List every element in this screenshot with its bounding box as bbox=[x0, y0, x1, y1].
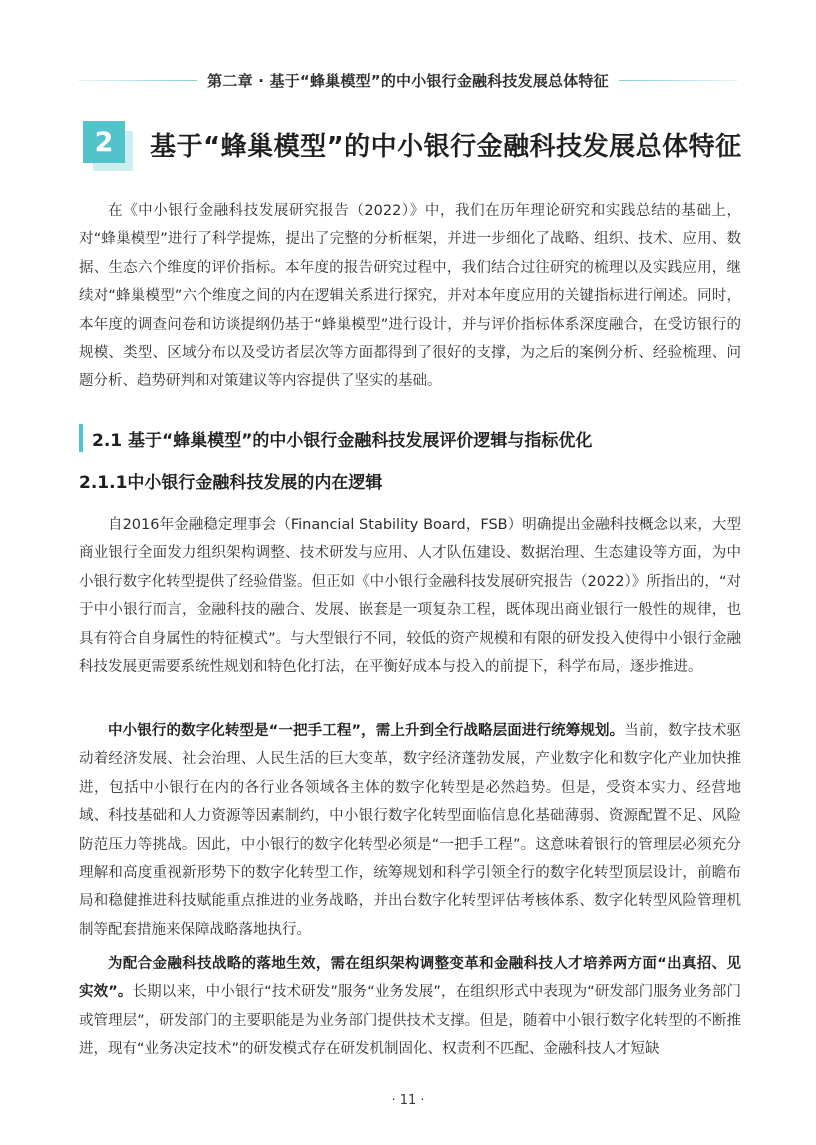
paragraph-2-lead: 中小银行的数字化转型是“一把手工程”，需上升到全行战略层面进行统筹规划。 bbox=[108, 723, 625, 739]
page-number: · 11 · bbox=[391, 1093, 425, 1108]
header-rule-left bbox=[78, 80, 197, 81]
running-header bbox=[78, 68, 738, 92]
running-header-title: 第二章 · 基于“蜂巢模型”的中小银行金融科技发展总体特征 bbox=[207, 71, 609, 90]
section-heading bbox=[79, 424, 592, 452]
body-paragraph-2 bbox=[79, 717, 741, 944]
section-accent-bar bbox=[79, 424, 83, 452]
body-paragraph-3 bbox=[79, 950, 741, 1064]
chapter-number-badge bbox=[83, 121, 133, 171]
paragraph-2-text: 当前，数字技术驱动着经济发展、社会治理、人民生活的巨大变革，数字经济蓬勃发展，产业数字化和数字化产业加快推进，包括中小银行在内的各行业各领域各主体的数字化转型是必然趋势。但是，受资本实力、经营地域、科技基础和人力资源等因素制约，中小银行数字化转型面临信息化基础薄弱、资源配置不足、风险防范压力等挑战。因此，中小银行的数字化转型必须是“一把手工程”。这意味着银行的管理层必须充分理解和高度重视新形势下的数字化转型工作，统筹规划和科学引领全行的数字化转型顶层设计，前瞻布局和稳健推进科技赋能重点推进的业务战略，并出台数字化转型评估考核体系、数字化转型风险管理机制等配套措施来保障战略落地执行。 bbox=[79, 723, 742, 938]
paragraph-3-text: 长期以来，中小银行“技术研发”服务“业务发展”，在组织形式中表现为“研发部门服务业务部门或管理层”，研发部门的主要职能是为业务部门提供技术支撑。但是，随着中小银行数字化转型的不断推进，现有“业务决定技术”的研发模式存在研发机制固化、权责利不匹配、金融科技人才短缺 bbox=[79, 984, 742, 1058]
body-paragraph-1: 自2016年金融稳定理事会（Financial Stability Board，FSB）明确提出金融科技概念以来，大型商业银行全面发力组织架构调整、技术研发与应用、人才队伍建设、数据治理、生态建设等方面，为中小银行数字化转型提供了经验借鉴。但正如《中小银行金融科技发展研究报告（2022）》所指出的，“对于中小银行而言，金融科技的融合、发展、嵌套是一项复杂工程，既体现出商业银行一般性的规律，也具有符合自身属性的特征模式”。与大型银行不同，较低的资产规模和有限的研发投入使得中小银行金融科技发展更需要系统性规划和特色化打法，在平衡好成本与投入的前提下，科学布局，逐步推进。 bbox=[79, 517, 741, 676]
paragraph-3-lead: 为配合金融科技战略的落地生效，需在组织架构调整变革和金融科技人才培养两方面“出真招、见实效”。 bbox=[79, 956, 741, 1001]
chapter-title: 基于“蜂巢模型”的中小银行金融科技发展总体特征 bbox=[150, 132, 742, 162]
chapter-number: 2 bbox=[83, 121, 125, 163]
intro-paragraph: 在《中小银行金融科技发展研究报告（2022）》中，我们在历年理论研究和实践总结的基础上，对“蜂巢模型”进行了科学提炼，提出了完整的分析框架，并进一步细化了战略、组织、技术、应用、数据、生态六个维度的评价指标。本年度的报告研究过程中，我们结合过往研究的梳理以及实践应用，继续对“蜂巢模型”六个维度之间的内在逻辑关系进行探究，并对本年度应用的关键指标进行阐述。同时，本年度的调查问卷和访谈提纲仍基于“蜂巢模型”进行设计，并与评价指标体系深度融合，在受访银行的规模、类型、区域分布以及受访者层次等方面都得到了很好的支撑，为之后的案例分析、经验梳理、问题分析、趋势研判和对策建议等内容提供了坚实的基础。 bbox=[79, 203, 741, 390]
subsection-heading: 2.1.1中小银行金融科技发展的内在逻辑 bbox=[79, 473, 383, 493]
header-rule-right bbox=[619, 80, 738, 81]
section-heading-text: 2.1 基于“蜂巢模型”的中小银行金融科技发展评价逻辑与指标优化 bbox=[92, 430, 593, 451]
